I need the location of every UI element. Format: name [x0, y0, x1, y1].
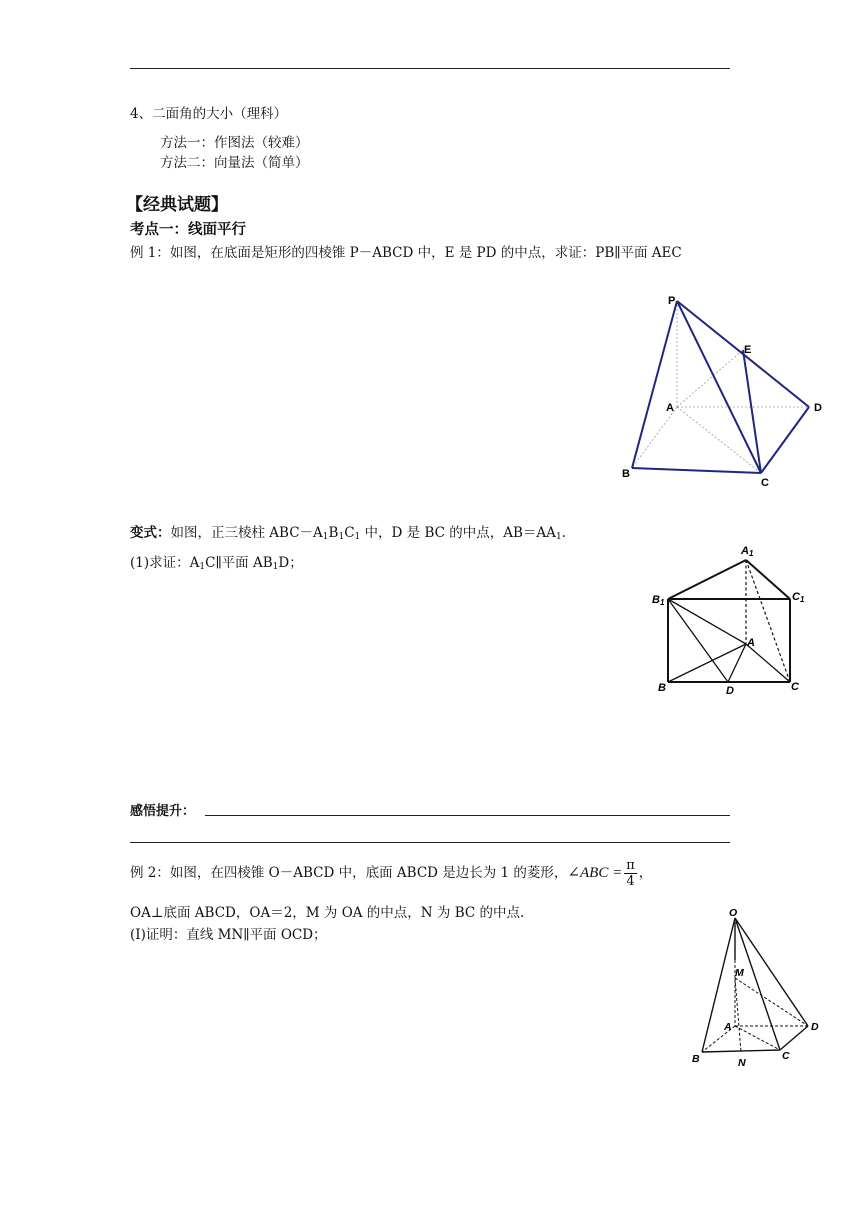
label-b: B	[692, 1053, 700, 1065]
insight-fill-line	[205, 815, 730, 816]
pyramid-figure-2	[690, 900, 830, 1072]
prism-figure	[648, 540, 813, 700]
label-m: M	[735, 967, 744, 979]
label-c: C	[761, 477, 769, 489]
classic-heading: 【经典试题】	[126, 195, 228, 215]
label-b: B	[622, 468, 630, 480]
example2-line3: (Ⅰ)证明：直线 MN∥平面 OCD；	[130, 927, 327, 943]
top-rule	[130, 68, 730, 69]
insight-label: 感悟提升：	[130, 804, 196, 819]
label-c: C	[782, 1050, 790, 1062]
label-c1: C1	[792, 591, 805, 604]
pyramid-figure-1	[615, 290, 830, 490]
label-n: N	[738, 1057, 746, 1069]
example1-text: 例 1：如图，在底面是矩形的四棱锥 P－ABCD 中，E 是 PD 的中点，求证：PB∥平面 AEC	[130, 245, 682, 261]
example2-line2: OA⊥底面 ABCD，OA＝2，M 为 OA 的中点，N 为 BC 的中点.	[130, 905, 525, 921]
label-e: E	[744, 344, 752, 356]
topic-one-heading: 考点一：线面平行	[130, 222, 246, 238]
label-d: D	[811, 1021, 819, 1033]
section4-title: 4、二面角的大小（理科）	[130, 106, 288, 122]
example2-line1: 例 2：如图，在四棱锥 O－ABCD 中，底面 ABCD 是边长为 1 的菱形，∠ABC = $\frac{\pi}{4}$ ，	[130, 858, 653, 889]
variant-question-1: (1)求证：$A_1C\parallel$平面 $AB_1D$；	[130, 555, 303, 572]
label-d: D	[726, 685, 734, 697]
pi-over-4: $\frac{\pi}{4}$	[626, 858, 635, 889]
method-two: 方法二：向量法（简单）	[160, 155, 309, 171]
label-a1: A1	[741, 545, 754, 558]
label-b: B	[658, 682, 666, 694]
label-o: O	[729, 907, 738, 919]
label-b1: B1	[652, 594, 665, 607]
label-p: P	[668, 295, 676, 307]
label-a: A	[724, 1021, 732, 1033]
label-c: C	[791, 681, 799, 693]
label-d: D	[814, 402, 822, 414]
divider-rule	[130, 842, 730, 843]
label-a: A	[747, 637, 755, 649]
method-one: 方法一：作图法（较难）	[160, 135, 309, 151]
variant-text: 变式：如图，正三棱柱 $ABC-A_1B_1C_1$ 中，D 是 BC 的中点，$AB=AA_1$.	[130, 525, 566, 542]
label-a: A	[666, 402, 674, 414]
variant-label: 变式：	[130, 525, 171, 541]
